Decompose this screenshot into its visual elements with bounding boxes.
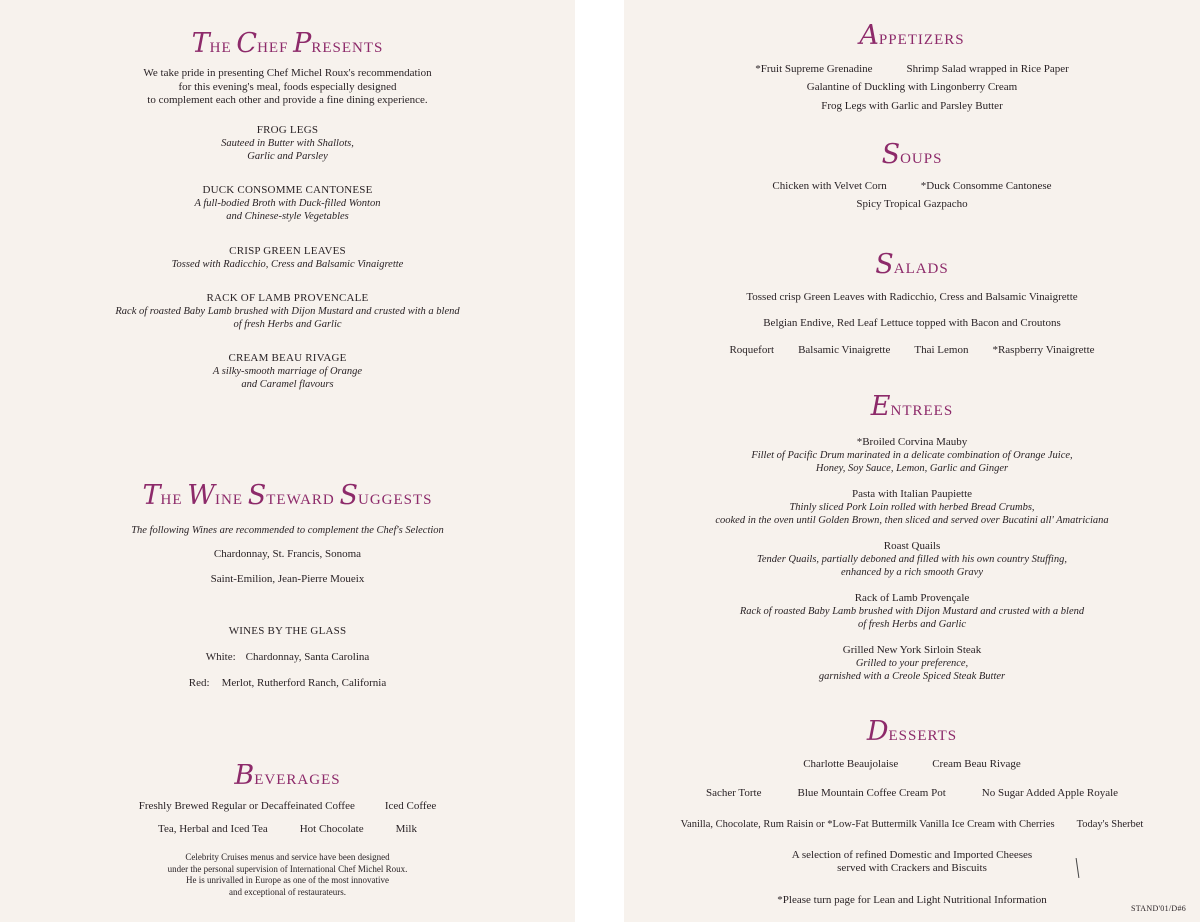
celebrity-footer: Celebrity Cruises menus and service have been designed under the personal supervision of International Chef Michel Roux. He is unrivalled in Europe as one of the most innovative and exceptional of restaurateurs. bbox=[167, 852, 408, 897]
course-item: DUCK CONSOMME CANTONESE A full-bodied Broth with Duck-filled Wonton and Chinese-style Vegetables bbox=[194, 184, 381, 222]
desserts-row bbox=[624, 758, 1200, 771]
soup-item: *Duck Consomme Cantonese bbox=[920, 180, 1052, 192]
red-wine-label: Red: bbox=[188, 677, 210, 689]
soups-row bbox=[624, 180, 1200, 193]
white-wine-row bbox=[0, 651, 575, 664]
dessert-item: No Sugar Added Apple Royale bbox=[981, 787, 1119, 799]
entrees-heading: ENTREES bbox=[870, 391, 954, 422]
appetizer-item: Frog Legs with Garlic and Parsley Butter bbox=[821, 100, 1003, 112]
course-item: CREAM BEAU RIVAGE A silky-smooth marriage of Orange and Caramel flavours bbox=[212, 352, 363, 390]
soups-heading: SOUPS bbox=[881, 139, 943, 170]
beverages-row bbox=[0, 800, 575, 813]
entree-item: Roast Quails Tender Quails, partially deboned and filled with his own country Stuffing, enhanced by a rich smooth Gravy bbox=[757, 540, 1067, 578]
wine-steward-heading: THE WINE STEWARD SUGGESTS bbox=[142, 480, 433, 511]
white-wine-label: White: bbox=[205, 651, 236, 663]
beverages-row bbox=[0, 823, 575, 836]
right-menu-page bbox=[624, 0, 1200, 922]
dessert-item: Charlotte Beaujolaise bbox=[803, 758, 899, 770]
red-wine-row bbox=[0, 677, 575, 690]
soup-item: Chicken with Velvet Corn bbox=[772, 180, 887, 192]
dessert-item: Today's Sherbet bbox=[1076, 819, 1144, 830]
chef-intro: We take pride in presenting Chef Michel Roux's recommendation for this evening's meal, foods especially designed to complement each other and provide a fine dining experience. bbox=[143, 67, 432, 106]
nutrition-note: *Please turn page for Lean and Light Nutritional Information bbox=[777, 894, 1047, 906]
desserts-heading: DESSERTS bbox=[866, 716, 958, 747]
beverage-item: Milk bbox=[395, 823, 417, 835]
beverage-item: Freshly Brewed Regular or Decaffeinated Coffee bbox=[138, 800, 355, 812]
entree-item: Pasta with Italian Paupiette Thinly sliced Pork Loin rolled with herbed Bread Crumbs, cooked in the oven until Golden Brown, then sliced and served over Bucatini all' Amatriciana bbox=[715, 488, 1109, 526]
dressing-item: Roquefort bbox=[729, 344, 775, 356]
appetizers-row bbox=[624, 63, 1200, 76]
dessert-item: Cream Beau Rivage bbox=[932, 758, 1021, 770]
beverages-heading: BEVERAGES bbox=[234, 760, 341, 791]
white-wine-value: Chardonnay, Santa Carolina bbox=[245, 651, 370, 663]
cheese-item: A selection of refined Domestic and Imported Cheeses served with Crackers and Biscuits bbox=[791, 849, 1033, 874]
course-item: RACK OF LAMB PROVENCALE Rack of roasted Baby Lamb brushed with Dijon Mustard and crusted with a blend of fresh Herbs and Garlic bbox=[115, 292, 460, 330]
wine-intro: The following Wines are recommended to complement the Chef's Selection bbox=[131, 525, 444, 536]
dressing-item: Balsamic Vinaigrette bbox=[798, 344, 891, 356]
red-wine-value: Merlot, Rutherford Ranch, California bbox=[221, 677, 387, 689]
desserts-row bbox=[624, 787, 1200, 800]
soup-item: Spicy Tropical Gazpacho bbox=[856, 198, 968, 210]
appetizer-item: Galantine of Duckling with Lingonberry Cream bbox=[806, 81, 1018, 93]
beverage-item: Hot Chocolate bbox=[299, 823, 364, 835]
desserts-row bbox=[624, 818, 1200, 831]
dressing-item: *Raspberry Vinaigrette bbox=[992, 344, 1095, 356]
dessert-item: Sacher Torte bbox=[705, 787, 762, 799]
salad-item: Tossed crisp Green Leaves with Radicchio, Cress and Balsamic Vinaigrette bbox=[746, 291, 1078, 303]
entree-item: *Broiled Corvina Mauby Fillet of Pacific Drum marinated in a delicate combination of Orange Juice, Honey, Soy Sauce, Lemon, Garlic and Ginger bbox=[751, 436, 1073, 474]
dessert-item: Blue Mountain Coffee Cream Pot bbox=[797, 787, 946, 799]
course-item: CRISP GREEN LEAVES Tossed with Radicchio, Cress and Balsamic Vinaigrette bbox=[171, 245, 404, 270]
page-code: STAND'01/D#6 bbox=[1131, 904, 1187, 913]
chef-presents-heading: THE CHEF PRESENTS bbox=[191, 28, 384, 59]
course-item: FROG LEGS Sauteed in Butter with Shallots, Garlic and Parsley bbox=[221, 124, 354, 162]
appetizers-heading: APPETIZERS bbox=[859, 20, 965, 51]
wine-item: Chardonnay, St. Francis, Sonoma bbox=[213, 548, 362, 560]
entree-item: Rack of Lamb Provençale Rack of roasted Baby Lamb brushed with Dijon Mustard and crusted with a blend of fresh Herbs and Garlic bbox=[739, 592, 1085, 630]
entree-item: Grilled New York Sirloin Steak Grilled to your preference, garnished with a Creole Spiced Steak Butter bbox=[818, 644, 1006, 682]
appetizer-item: *Fruit Supreme Grenadine bbox=[755, 63, 873, 75]
beverage-item: Tea, Herbal and Iced Tea bbox=[158, 823, 268, 835]
dressing-item: Thai Lemon bbox=[914, 344, 969, 356]
appetizer-item: Shrimp Salad wrapped in Rice Paper bbox=[906, 63, 1069, 75]
wines-by-glass-heading: WINES BY THE GLASS bbox=[228, 625, 347, 637]
page-gutter bbox=[575, 0, 624, 922]
salads-heading: SALADS bbox=[875, 249, 949, 280]
dessert-item: Vanilla, Chocolate, Rum Raisin or *Low-Fat Buttermilk Vanilla Ice Cream with Cherries bbox=[680, 819, 1055, 830]
salad-item: Belgian Endive, Red Leaf Lettuce topped with Bacon and Croutons bbox=[763, 317, 1061, 329]
wine-item: Saint-Emilion, Jean-Pierre Moueix bbox=[210, 573, 365, 585]
dressings-row bbox=[624, 344, 1200, 357]
left-menu-page bbox=[0, 0, 575, 922]
beverage-item: Iced Coffee bbox=[384, 800, 437, 812]
